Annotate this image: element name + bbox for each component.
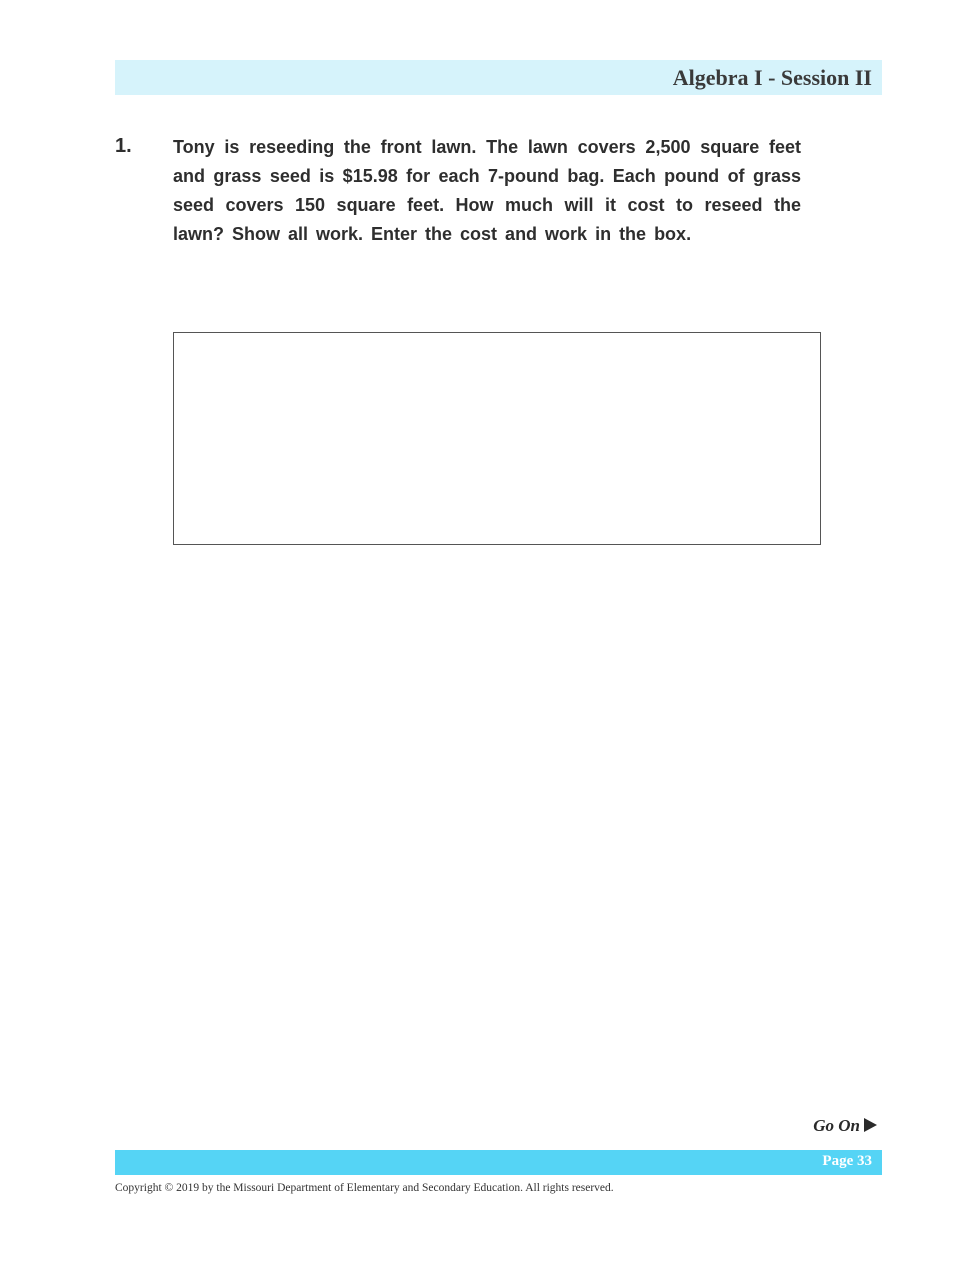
session-title: Algebra I - Session II	[672, 65, 872, 90]
page-number: Page 33	[822, 1153, 872, 1169]
question-number: 1.	[115, 135, 132, 157]
go-on-label: Go On	[813, 1116, 860, 1135]
play-arrow-icon	[864, 1118, 877, 1132]
footer-band	[115, 1150, 882, 1175]
header-band	[115, 60, 882, 95]
go-on-indicator	[813, 1116, 877, 1136]
copyright-notice: Copyright © 2019 by the Missouri Department of Elementary and Secondary Education. All rights reserved.	[115, 1182, 614, 1194]
answer-box[interactable]	[173, 332, 821, 545]
question-text: Tony is reseeding the front lawn. The lawn covers 2,500 square feet and grass seed is $15.98 for each 7-pound bag. Each pound of grass seed covers 150 square feet. How much will it cost to reseed the lawn? Show all work. Enter the cost and work in the box.	[173, 137, 801, 244]
